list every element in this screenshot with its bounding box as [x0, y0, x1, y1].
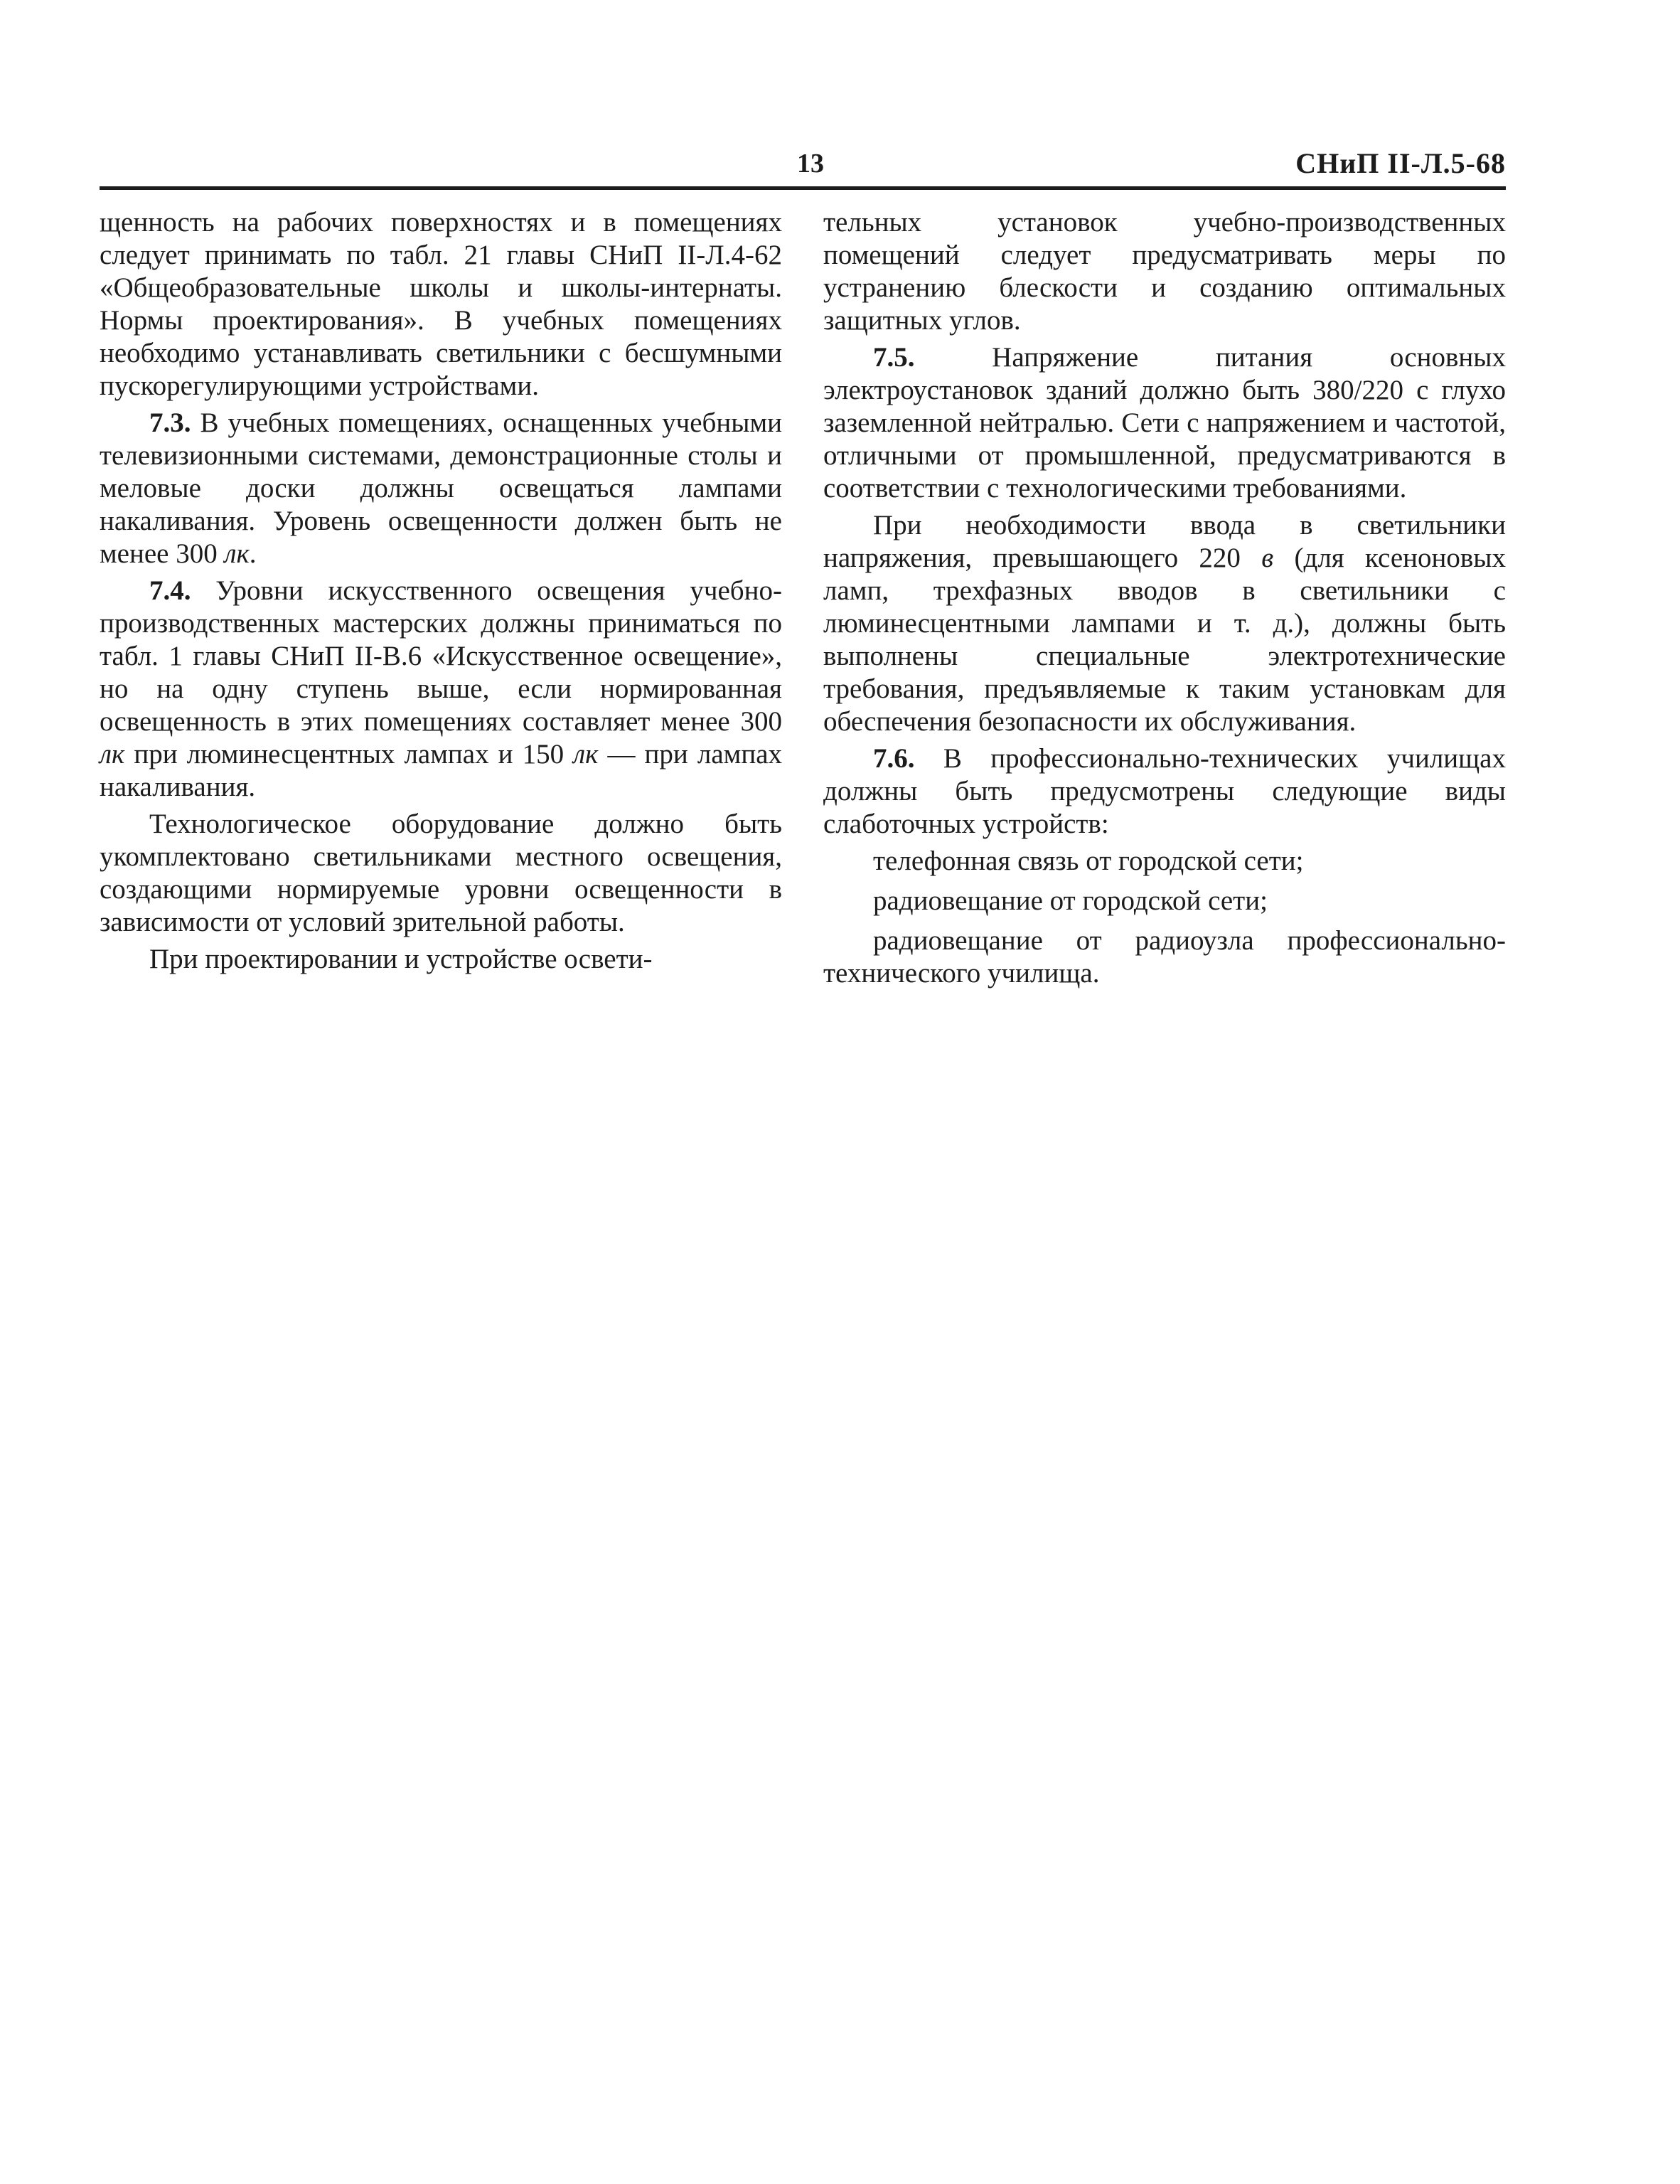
list-item: телефонная связь от городской сети; — [873, 846, 1304, 876]
paragraph-continuation: щенность на рабочих поверхностях и в помещениях следует принимать по табл. 21 главы СНиП II-Л.4-62 «Общеобразовательные школы и школы-интернаты. Нормы проектирования». В учебных помещениях необходимо устанавливать светильники с бесшумными пускорегулирующими устройствами. — [100, 207, 782, 401]
unit-lk: лк — [100, 739, 125, 769]
section-7-5 — [823, 341, 1506, 505]
section-number: 7.3. — [149, 407, 191, 438]
section-number: 7.6. — [873, 743, 915, 774]
section-7-4 — [100, 575, 782, 804]
section-7-6 — [823, 742, 1506, 841]
section-text: В учебных помещениях, оснащенных учебными телевизионными системами, демонстрационные столы и меловые доски должны освещаться лампами накаливания. Уровень освещенности должен быть не менее 300 — [100, 407, 782, 569]
paragraph-equipment: Технологическое оборудование должно быть укомплектовано светильниками местного освещения, создающими нормируемые уровни освещенности в зависимости от условий зрительной работы. — [100, 809, 782, 937]
unit-lk: лк — [573, 739, 599, 769]
section-text: (для ксеноновых ламп, трехфазных вводов в светильники с люминесцентными лампами и т. д.), должны быть выполнены специальные электротехнические требования, предъявляемые к таким установкам для обеспечения безопасности их обслуживания. — [823, 543, 1506, 737]
right-column — [823, 206, 1506, 997]
list-item: радиовещание от городской сети; — [873, 885, 1268, 916]
section-text: при люминесцентных лампах и 150 — [124, 739, 574, 769]
document-code: СНиП II-Л.5-68 — [1295, 147, 1506, 179]
paragraph-design: При проектировании и устройстве освети- — [149, 944, 653, 974]
section-text: Уровни искусственного освещения учебно-производственных мастерских должны приниматься по табл. 1 главы СНиП II-В.6 «Искусственное освещение», но на одну ступень выше, если нормированная освещенность в этих помещениях составляет менее 300 — [100, 575, 782, 737]
page-number: 13 — [797, 149, 824, 179]
section-7-3 — [100, 407, 782, 570]
unit-volt: в — [1261, 543, 1274, 573]
section-text: . — [249, 538, 257, 569]
section-number: 7.5. — [873, 342, 915, 373]
section-text: Напряжение питания основных электроустановок зданий должно быть 380/220 с глухо заземленной нейтралью. Сети с напряжением и частотой, отличными от промышленной, предусматриваются в соответствии с технологическими требованиями. — [823, 342, 1506, 504]
left-column — [100, 206, 782, 980]
header-rule — [100, 186, 1506, 190]
section-text: В профессионально-технических училищах должны быть предусмотрены следующие виды слаботочных устройств: — [823, 743, 1506, 839]
paragraph-continuation: тельных установок учебно-производственных помещений следует предусматривать меры по устранению блескости и созданию оптимальных защитных углов. — [823, 207, 1506, 336]
section-number: 7.4. — [149, 575, 191, 606]
section-text: — при лампах накаливания. — [100, 739, 783, 802]
section-text: При необходимости ввода в светильники напряжения, превышающего 220 — [823, 510, 1506, 573]
list-item: радиовещание от радиоузла профессионально-технического училища. — [823, 925, 1506, 989]
unit-lk: лк — [224, 538, 250, 569]
paragraph-voltage — [823, 509, 1506, 738]
